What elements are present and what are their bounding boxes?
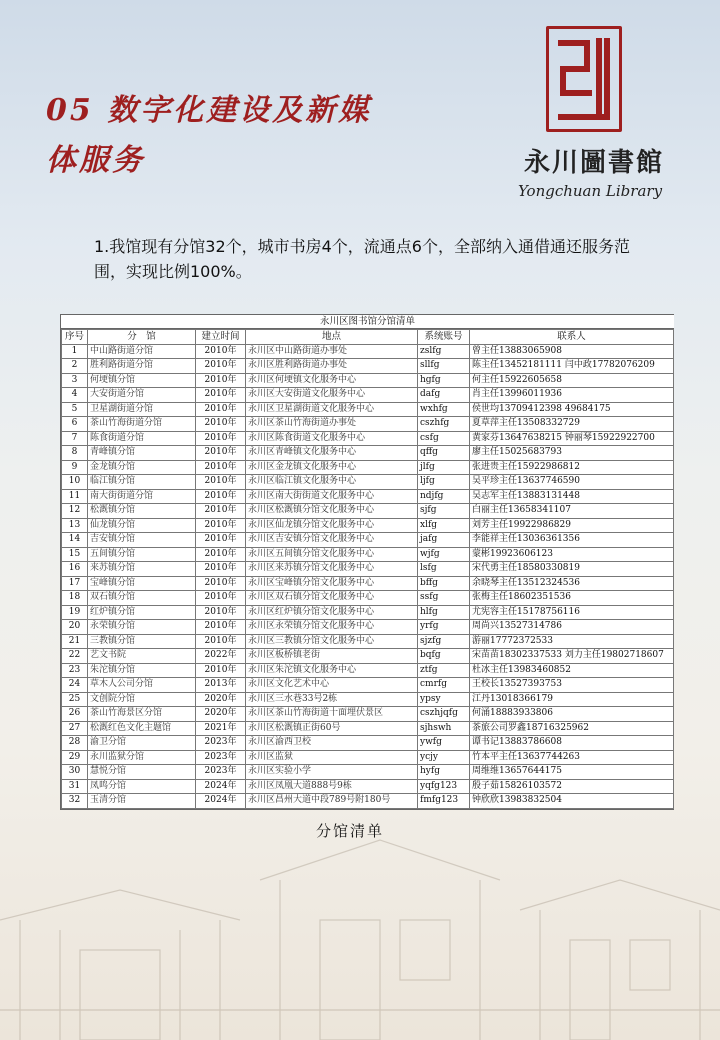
cell-branch: 胜利路街道分馆	[88, 359, 196, 374]
cell-contact: 白丽主任13658341107	[470, 504, 674, 519]
cell-established: 2010年	[196, 489, 246, 504]
cell-contact: 张进贵主任15922986812	[470, 460, 674, 475]
cell-index: 6	[62, 417, 88, 432]
cell-established: 2021年	[196, 721, 246, 736]
cell-account: lsfg	[418, 562, 470, 577]
table-row	[62, 359, 674, 374]
cell-index: 12	[62, 504, 88, 519]
page-title	[46, 86, 486, 186]
cell-contact: 殷子茹15826103572	[470, 779, 674, 794]
cell-account: ssfg	[418, 591, 470, 606]
table-row	[62, 707, 674, 722]
cell-established: 2020年	[196, 692, 246, 707]
cell-established: 2010年	[196, 417, 246, 432]
table-row	[62, 663, 674, 678]
table-row	[62, 736, 674, 751]
cell-established: 2010年	[196, 431, 246, 446]
cell-account: jafg	[418, 533, 470, 548]
table-row	[62, 402, 674, 417]
cell-index: 30	[62, 765, 88, 780]
table-label: 分馆清单	[315, 822, 384, 840]
title-line-2: 体服务	[46, 143, 145, 178]
table-row	[62, 605, 674, 620]
cell-index: 7	[62, 431, 88, 446]
table-row	[62, 692, 674, 707]
cell-account: hlfg	[418, 605, 470, 620]
cell-established: 2010年	[196, 460, 246, 475]
cell-contact: 黄家芬13647638215 钟丽琴15922922700	[470, 431, 674, 446]
cell-index: 21	[62, 634, 88, 649]
logo-name-cn: 永川圖書館	[523, 148, 664, 178]
cell-established: 2010年	[196, 402, 246, 417]
cell-index: 24	[62, 678, 88, 693]
cell-contact: 茶旅公司罗鑫18716325962	[470, 721, 674, 736]
table-row	[62, 460, 674, 475]
table-body	[62, 344, 674, 808]
cell-location: 永川区陈食街道文化服务中心	[246, 431, 418, 446]
cell-account: ywfg	[418, 736, 470, 751]
cell-account: hyfg	[418, 765, 470, 780]
cell-branch: 南大街街道分馆	[88, 489, 196, 504]
cell-branch: 松溉镇分馆	[88, 504, 196, 519]
table-row	[62, 794, 674, 809]
cell-index: 26	[62, 707, 88, 722]
cell-branch: 卫星湖街道分馆	[88, 402, 196, 417]
cell-established: 2010年	[196, 475, 246, 490]
cell-contact: 廖主任15025683793	[470, 446, 674, 461]
cell-location: 永川区来苏镇分馆文化服务中心	[246, 562, 418, 577]
cell-contact: 刘芳主任19922986829	[470, 518, 674, 533]
cell-branch: 五间镇分馆	[88, 547, 196, 562]
cell-location: 永川区文化艺术中心	[246, 678, 418, 693]
cell-contact: 余晓琴主任13512324536	[470, 576, 674, 591]
cell-contact: 周维维13657644175	[470, 765, 674, 780]
cell-branch: 大安街道分馆	[88, 388, 196, 403]
cell-branch: 渝卫分馆	[88, 736, 196, 751]
cell-account: jlfg	[418, 460, 470, 475]
cell-index: 11	[62, 489, 88, 504]
cell-index: 14	[62, 533, 88, 548]
table-row	[62, 750, 674, 765]
table-row	[62, 634, 674, 649]
cell-location: 永川区板桥镇老街	[246, 649, 418, 664]
cell-contact: 何主任15922605658	[470, 373, 674, 388]
cell-branch: 陈食街道分馆	[88, 431, 196, 446]
cell-index: 8	[62, 446, 88, 461]
cell-branch: 永荣镇分馆	[88, 620, 196, 635]
cell-established: 2023年	[196, 736, 246, 751]
intro-paragraph: 1.我馆现有分馆32个，城市书房4个，流通点6个，全部纳入通借通还服务范围，实现比例100%。	[94, 237, 630, 281]
cell-established: 2010年	[196, 446, 246, 461]
cell-established: 2024年	[196, 794, 246, 809]
table-row	[62, 765, 674, 780]
header-branch: 分 馆	[88, 330, 196, 345]
cell-account: yrfg	[418, 620, 470, 635]
cell-contact: 宋代勇主任18580330819	[470, 562, 674, 577]
cell-account: cszhfg	[418, 417, 470, 432]
cell-branch: 金龙镇分馆	[88, 460, 196, 475]
cell-index: 20	[62, 620, 88, 635]
cell-branch: 青峰镇分馆	[88, 446, 196, 461]
cell-location: 永川区松溉镇正街60号	[246, 721, 418, 736]
table-row	[62, 547, 674, 562]
cell-account: wxhfg	[418, 402, 470, 417]
cell-location: 永川区渝西卫校	[246, 736, 418, 751]
cell-account: ypsy	[418, 692, 470, 707]
table-row	[62, 721, 674, 736]
cell-contact: 张梅主任18602351536	[470, 591, 674, 606]
logo-name-en: Yongchuan Library	[517, 182, 663, 200]
header-location: 地点	[246, 330, 418, 345]
cell-account: wjfg	[418, 547, 470, 562]
cell-established: 2010年	[196, 504, 246, 519]
table-row	[62, 373, 674, 388]
cell-branch: 草木人公司分馆	[88, 678, 196, 693]
cell-index: 19	[62, 605, 88, 620]
cell-location: 永川区茶山竹海街道办事处	[246, 417, 418, 432]
cell-index: 4	[62, 388, 88, 403]
cell-account: cszhjqfg	[418, 707, 470, 722]
cell-location: 永川区何埂镇文化服务中心	[246, 373, 418, 388]
cell-contact: 侯世均13709412398 49684175	[470, 402, 674, 417]
cell-established: 2010年	[196, 620, 246, 635]
cell-location: 永川区金龙镇文化服务中心	[246, 460, 418, 475]
cell-contact: 游丽17772372533	[470, 634, 674, 649]
cell-index: 22	[62, 649, 88, 664]
cell-location: 永川区昌州大道中段789号附180号	[246, 794, 418, 809]
cell-contact: 肖主任13996011936	[470, 388, 674, 403]
cell-branch: 慧悦分馆	[88, 765, 196, 780]
header-index: 序号	[62, 330, 88, 345]
table-caption: 永川区图书馆分馆清单	[61, 315, 674, 329]
cell-established: 2024年	[196, 779, 246, 794]
cell-account: yqfg123	[418, 779, 470, 794]
cell-index: 15	[62, 547, 88, 562]
cell-location: 永川区松溉镇分馆文化服务中心	[246, 504, 418, 519]
cell-contact: 谭书记13883786608	[470, 736, 674, 751]
cell-established: 2013年	[196, 678, 246, 693]
cell-location: 永川区三教镇分馆文化服务中心	[246, 634, 418, 649]
header-established: 建立时间	[196, 330, 246, 345]
table-row	[62, 344, 674, 359]
cell-branch: 松溉红色文化主题馆	[88, 721, 196, 736]
cell-contact: 江丹13018366179	[470, 692, 674, 707]
cell-location: 永川区实验小学	[246, 765, 418, 780]
cell-contact: 吴志军主任13883131448	[470, 489, 674, 504]
library-logo	[492, 26, 688, 216]
cell-index: 5	[62, 402, 88, 417]
cell-account: ztfg	[418, 663, 470, 678]
cell-account: sjzfg	[418, 634, 470, 649]
cell-account: dafg	[418, 388, 470, 403]
cell-branch: 仙龙镇分馆	[88, 518, 196, 533]
cell-index: 23	[62, 663, 88, 678]
cell-branch: 永川监狱分馆	[88, 750, 196, 765]
table-row	[62, 475, 674, 490]
cell-location: 永川区三水巷33号2栋	[246, 692, 418, 707]
cell-established: 2010年	[196, 388, 246, 403]
cell-branch: 文创院分馆	[88, 692, 196, 707]
cell-index: 17	[62, 576, 88, 591]
cell-branch: 中山路街道分馆	[88, 344, 196, 359]
cell-location: 永川区大安街道文化服务中心	[246, 388, 418, 403]
cell-established: 2010年	[196, 533, 246, 548]
cell-contact: 夏草萍主任13508332729	[470, 417, 674, 432]
cell-branch: 何埂镇分馆	[88, 373, 196, 388]
cell-location: 永川区宝峰镇分馆文化服务中心	[246, 576, 418, 591]
cell-established: 2023年	[196, 750, 246, 765]
cell-established: 2010年	[196, 591, 246, 606]
cell-branch: 红炉镇分馆	[88, 605, 196, 620]
cell-contact: 吴平珍主任13637746590	[470, 475, 674, 490]
header-contact: 联系人	[470, 330, 674, 345]
table-row	[62, 562, 674, 577]
table-row	[62, 576, 674, 591]
cell-location: 永川区双石镇分馆文化服务中心	[246, 591, 418, 606]
cell-location: 永川区监狱	[246, 750, 418, 765]
table-row	[62, 649, 674, 664]
cell-index: 25	[62, 692, 88, 707]
cell-location: 永川区茶山竹海街道十面埋伏景区	[246, 707, 418, 722]
cell-index: 32	[62, 794, 88, 809]
table-row	[62, 504, 674, 519]
cell-account: sjhswh	[418, 721, 470, 736]
table-row	[62, 518, 674, 533]
cell-account: cmrfg	[418, 678, 470, 693]
branch-table	[61, 315, 674, 809]
cell-location: 永川区五间镇分馆文化服务中心	[246, 547, 418, 562]
cell-account: csfg	[418, 431, 470, 446]
cell-established: 2010年	[196, 344, 246, 359]
cell-contact: 竹本平主任13637744263	[470, 750, 674, 765]
cell-branch: 来苏镇分馆	[88, 562, 196, 577]
cell-branch: 玉清分馆	[88, 794, 196, 809]
cell-index: 1	[62, 344, 88, 359]
cell-established: 2010年	[196, 605, 246, 620]
cell-branch: 茶山竹海街道分馆	[88, 417, 196, 432]
cell-contact: 蒙彬19923606123	[470, 547, 674, 562]
cell-established: 2010年	[196, 518, 246, 533]
cell-established: 2022年	[196, 649, 246, 664]
cell-account: bffg	[418, 576, 470, 591]
table-row	[62, 417, 674, 432]
cell-contact: 何涌18883933806	[470, 707, 674, 722]
cell-contact: 周尚兴13527314786	[470, 620, 674, 635]
cell-contact: 曾主任13883065908	[470, 344, 674, 359]
cell-account: ycjy	[418, 750, 470, 765]
cell-index: 13	[62, 518, 88, 533]
title-line-1: 05 数字化建设及新媒	[46, 93, 372, 128]
cell-account: zslfg	[418, 344, 470, 359]
table-row	[62, 431, 674, 446]
cell-index: 16	[62, 562, 88, 577]
cell-established: 2010年	[196, 359, 246, 374]
cell-contact: 杜冰主任13983460852	[470, 663, 674, 678]
cell-location: 永川区南大街街道文化服务中心	[246, 489, 418, 504]
cell-account: qffg	[418, 446, 470, 461]
cell-branch: 朱沱镇分馆	[88, 663, 196, 678]
table-row	[62, 678, 674, 693]
cell-branch: 茶山竹海景区分馆	[88, 707, 196, 722]
table-row	[62, 388, 674, 403]
cell-account: sllfg	[418, 359, 470, 374]
table-row	[62, 620, 674, 635]
cell-established: 2010年	[196, 373, 246, 388]
cell-index: 2	[62, 359, 88, 374]
cell-contact: 尤宪容主任15178756116	[470, 605, 674, 620]
table-row	[62, 446, 674, 461]
cell-location: 永川区青峰镇文化服务中心	[246, 446, 418, 461]
cell-account: fmfg123	[418, 794, 470, 809]
cell-contact: 王校长13527393753	[470, 678, 674, 693]
cell-index: 10	[62, 475, 88, 490]
cell-index: 18	[62, 591, 88, 606]
cell-contact: 宋苗苗18302337533 刘力主任19802718607	[470, 649, 674, 664]
header-account: 系统账号	[418, 330, 470, 345]
cell-branch: 吉安镇分馆	[88, 533, 196, 548]
cell-established: 2010年	[196, 663, 246, 678]
cell-index: 9	[62, 460, 88, 475]
cell-index: 31	[62, 779, 88, 794]
cell-contact: 陈主任13452181111 闫中政17782076209	[470, 359, 674, 374]
cell-account: ndjfg	[418, 489, 470, 504]
cell-contact: 李能祥主任13036361356	[470, 533, 674, 548]
cell-location: 永川区永荣镇分馆文化服务中心	[246, 620, 418, 635]
cell-branch: 艺文书院	[88, 649, 196, 664]
cell-established: 2020年	[196, 707, 246, 722]
cell-account: bqfg	[418, 649, 470, 664]
cell-location: 永川区朱沱镇文化服务中心	[246, 663, 418, 678]
cell-location: 永川区临江镇文化服务中心	[246, 475, 418, 490]
table-row	[62, 591, 674, 606]
cell-location: 永川区仙龙镇分馆文化服务中心	[246, 518, 418, 533]
cell-account: xlfg	[418, 518, 470, 533]
cell-established: 2010年	[196, 576, 246, 591]
table-row	[62, 533, 674, 548]
cell-index: 29	[62, 750, 88, 765]
cell-established: 2010年	[196, 562, 246, 577]
cell-branch: 宝峰镇分馆	[88, 576, 196, 591]
branch-table-container	[60, 314, 674, 810]
cell-established: 2010年	[196, 634, 246, 649]
cell-location: 永川区中山路街道办事处	[246, 344, 418, 359]
cell-branch: 凤鸣分馆	[88, 779, 196, 794]
cell-account: sjfg	[418, 504, 470, 519]
cell-contact: 钟欣欣13983832504	[470, 794, 674, 809]
cell-location: 永川区卫星湖街道文化服务中心	[246, 402, 418, 417]
cell-location: 永川区胜利路街道办事处	[246, 359, 418, 374]
cell-location: 永川区凤凰大道888号9栋	[246, 779, 418, 794]
cell-established: 2010年	[196, 547, 246, 562]
cell-index: 28	[62, 736, 88, 751]
cell-branch: 双石镇分馆	[88, 591, 196, 606]
table-row	[62, 489, 674, 504]
cell-established: 2023年	[196, 765, 246, 780]
cell-branch: 临江镇分馆	[88, 475, 196, 490]
cell-branch: 三教镇分馆	[88, 634, 196, 649]
cell-index: 27	[62, 721, 88, 736]
table-header-row	[62, 330, 674, 345]
cell-index: 3	[62, 373, 88, 388]
background-building-sketch	[0, 770, 720, 1040]
cell-account: ljfg	[418, 475, 470, 490]
table-row	[62, 779, 674, 794]
cell-location: 永川区吉安镇分馆文化服务中心	[246, 533, 418, 548]
cell-account: hgfg	[418, 373, 470, 388]
cell-location: 永川区红炉镇分馆文化服务中心	[246, 605, 418, 620]
seal-icon	[546, 26, 622, 132]
